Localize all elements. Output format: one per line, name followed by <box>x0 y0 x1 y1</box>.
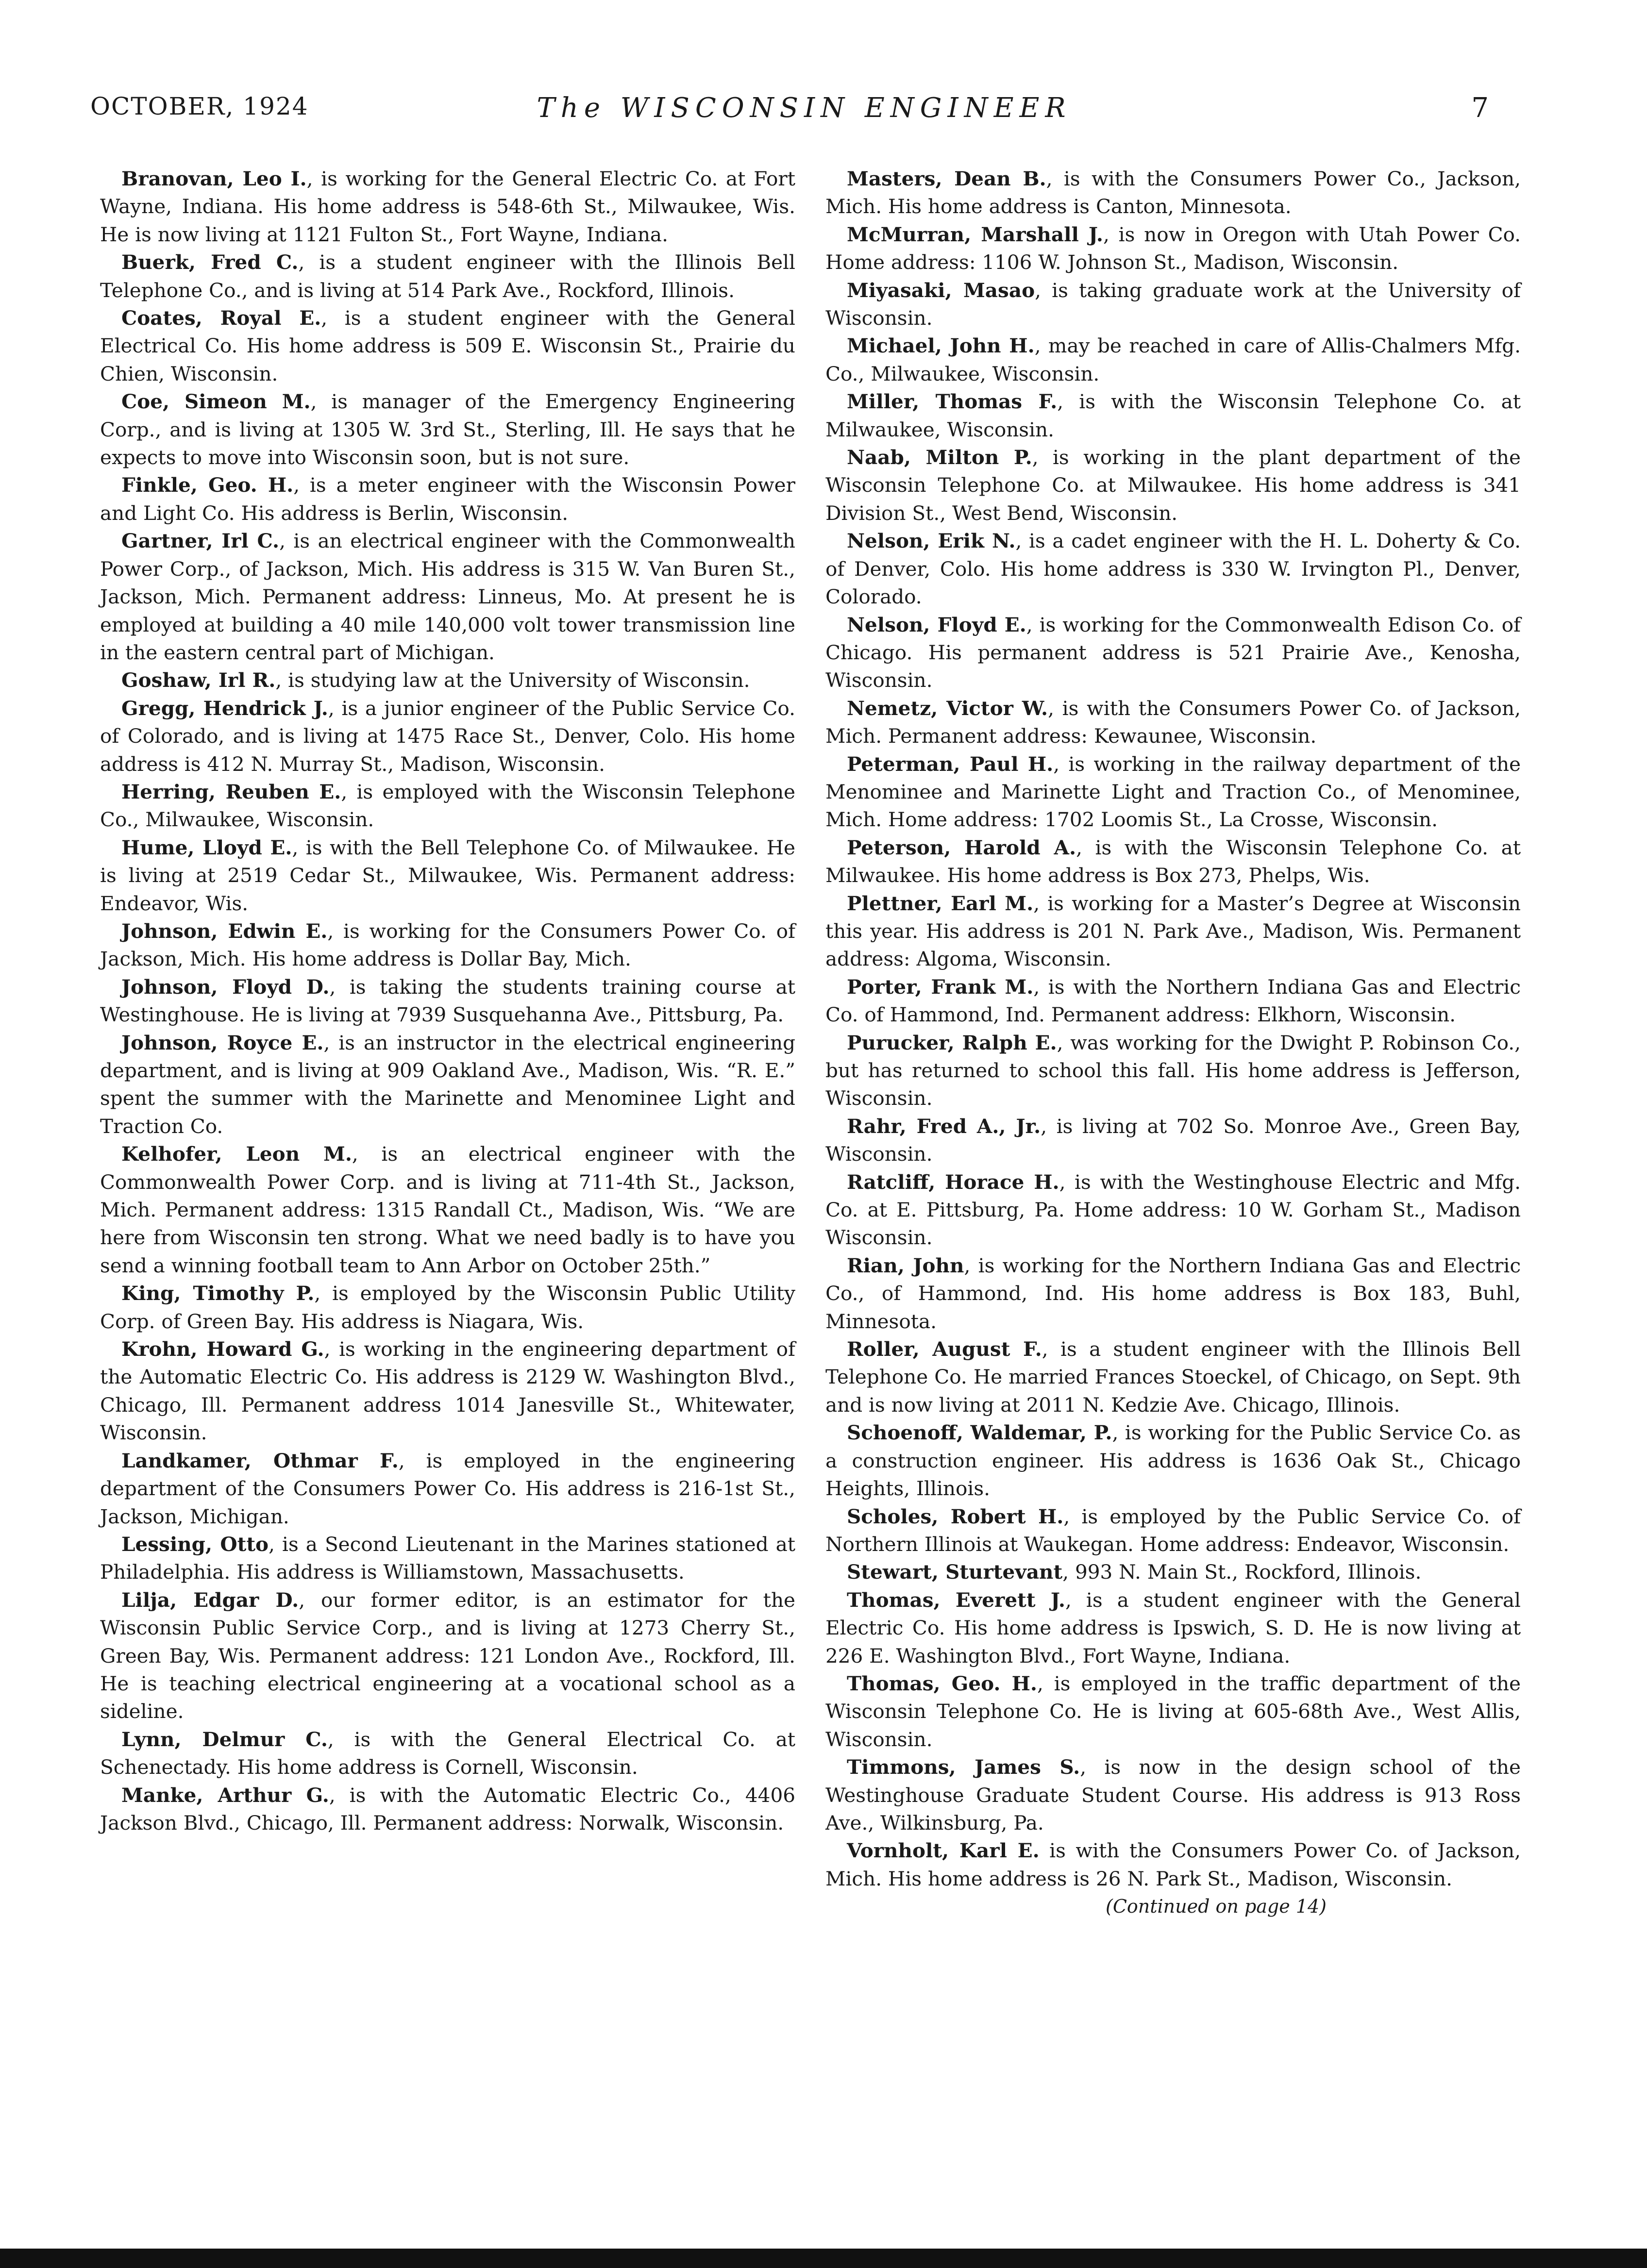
alumni-note: is with the Consumers Power Co. of Jackson, Mich. His home address is 26 N. Park St., Madison, Wisconsin. <box>825 1839 1521 1890</box>
alumni-name: Porter, Frank M. <box>847 975 1034 999</box>
alumni-name: Purucker, Ralph E. <box>847 1031 1057 1054</box>
alumni-entry <box>825 834 1521 890</box>
alumni-note: , is a student engineer with the General Electric Co. His home address is Ipswich, S. D. He is now living at 226 E. Washington Blvd., Fort Wayne, Indiana. <box>825 1588 1521 1668</box>
alumni-name: Goshaw, Irl R. <box>121 668 276 692</box>
alumni-name: Rian, John <box>847 1253 964 1277</box>
alumni-name: Ratcliff, Horace H. <box>847 1170 1059 1194</box>
alumni-name: Masters, Dean B. <box>847 167 1046 190</box>
alumni-note: , is a student engineer with the General Electrical Co. His home address is 509 E. Wisconsin St., Prairie du Chien, Wisconsin. <box>100 306 795 385</box>
alumni-note: , is with the Wisconsin Telephone Co. at Milwaukee, Wisconsin. <box>825 390 1521 441</box>
page-number: 7 <box>1471 92 1489 124</box>
alumni-note: , is taking the students training course at Westinghouse. He is living at 7939 Susquehanna Ave., Pittsburg, Pa. <box>100 975 795 1027</box>
alumni-name: Nelson, Floyd E. <box>847 613 1026 636</box>
alumni-name: Finkle, Geo. H. <box>121 473 294 497</box>
alumni-entry <box>100 917 795 973</box>
alumni-entry <box>825 973 1521 1029</box>
alumni-entry <box>100 1531 795 1586</box>
alumni-entry <box>100 1140 795 1280</box>
alumni-note: , may be reached in care of Allis-Chalmers Mfg. Co., Milwaukee, Wisconsin. <box>825 334 1521 385</box>
alumni-name: Buerk, Fred C. <box>121 250 299 274</box>
alumni-name: Michael, John H. <box>847 334 1035 358</box>
alumni-note: , is now in the design school of the Westinghouse Graduate Student Course. His address is 913 Ross Ave., Wilkinsburg, Pa. <box>825 1755 1521 1834</box>
running-header <box>90 92 1489 136</box>
alumni-name: Rahr, Fred A., Jr. <box>847 1114 1041 1138</box>
alumni-name: Vornholt, Karl E. <box>847 1839 1040 1863</box>
alumni-entry <box>100 527 795 667</box>
alumni-note: , is employed in the engineering department of the Consumers Power Co. His address is 216-1st St., Jackson, Michigan. <box>100 1449 795 1528</box>
alumni-entry <box>100 1726 795 1782</box>
alumni-name: King, Timothy P. <box>121 1282 315 1305</box>
alumni-note: , is with the Automatic Electric Co., 4406 Jackson Blvd., Chicago, Ill. Permanent address: Norwalk, Wisconsin. <box>100 1783 795 1834</box>
alumni-entry <box>100 1280 795 1335</box>
alumni-entry <box>825 1837 1521 1893</box>
alumni-name: Manke, Arthur G. <box>121 1783 329 1807</box>
alumni-entry <box>825 1419 1521 1502</box>
alumni-note: , is working for the General Electric Co. at Fort Wayne, Indiana. His home address is 548-6th St., Milwaukee, Wis. He is now living at 1121 Fulton St., Fort Wayne, Indiana. <box>100 167 795 246</box>
alumni-entry <box>825 695 1521 750</box>
alumni-entry <box>825 165 1521 221</box>
alumni-name: Johnson, Royce E. <box>121 1031 324 1054</box>
left-column <box>100 165 795 1837</box>
alumni-name: Thomas, Everett J. <box>847 1588 1065 1612</box>
alumni-entry <box>100 249 795 304</box>
alumni-name: Gregg, Hendrick J. <box>121 696 328 720</box>
alumni-name: Naab, Milton P. <box>847 446 1032 469</box>
alumni-entry <box>100 165 795 249</box>
alumni-note: , is working for the Northern Indiana Gas and Electric Co., of Hammond, Ind. His home address is Box 183, Buhl, Minnesota. <box>825 1253 1521 1333</box>
alumni-note: , is working for the Public Service Co. as a construction engineer. His address is 1636 Oak St., Chicago Heights, Illinois. <box>825 1421 1521 1501</box>
alumni-note: , is working for the Commonwealth Edison Co. of Chicago. His permanent address is 521 Prairie Ave., Kenosha, Wisconsin. <box>825 613 1521 692</box>
alumni-note: , is working in the plant department of the Wisconsin Telephone Co. at Milwaukee. His home address is 341 Division St., West Bend, Wisconsin. <box>825 446 1521 525</box>
alumni-name: Roller, August F. <box>847 1337 1042 1361</box>
alumni-name: Miller, Thomas F. <box>847 390 1058 414</box>
alumni-entry <box>825 1670 1521 1753</box>
alumni-entry <box>825 890 1521 973</box>
alumni-name: Nemetz, Victor W. <box>847 696 1048 720</box>
alumni-name: Scholes, Robert H. <box>847 1504 1064 1528</box>
alumni-entry <box>825 1503 1521 1559</box>
alumni-name: Johnson, Edwin E. <box>121 919 328 943</box>
alumni-name: Krohn, Howard G. <box>121 1337 324 1361</box>
alumni-note: , is an electrical engineer with the Commonwealth Power Corp., of Jackson, Mich. His address is 315 W. Van Buren St., Jackson, Mich. Permanent address: Linneus, Mo. At present he is employed at building a 40 mile 140,000 volt tower transmission line in the eastern central part of Michigan. <box>100 529 795 664</box>
alumni-name: Coe, Simeon M. <box>121 390 311 414</box>
alumni-entry <box>100 1029 795 1141</box>
alumni-name: Hume, Lloyd E. <box>121 835 292 859</box>
alumni-name: Plettner, Earl M. <box>847 891 1034 915</box>
alumni-entry <box>825 1029 1521 1113</box>
alumni-entry <box>100 973 795 1029</box>
alumni-note: , is with the Bell Telephone Co. of Milwaukee. He is living at 2519 Cedar St., Milwaukee, Wis. Permanent address: Endeavor, Wis. <box>100 835 795 915</box>
alumni-entry <box>825 444 1521 527</box>
alumni-note: , is with the Consumers Power Co. of Jackson, Mich. Permanent address: Kewaunee, Wisconsin. <box>825 696 1521 748</box>
alumni-entry <box>100 778 795 834</box>
alumni-name: Lynn, Delmur C. <box>121 1727 328 1751</box>
alumni-entry <box>100 471 795 527</box>
alumni-name: Coates, Royal E. <box>121 306 321 330</box>
alumni-entry <box>825 527 1521 611</box>
alumni-name: Johnson, Floyd D. <box>121 975 330 999</box>
alumni-note: , is manager of the Emergency Engineering Corp., and is living at 1305 W. 3rd St., Sterling, Ill. He says that he expects to move into Wisconsin soon, but is not sure. <box>100 390 795 469</box>
alumni-name: Lessing, Otto <box>121 1532 269 1556</box>
alumni-entry <box>100 1782 795 1837</box>
alumni-note: , is employed with the Wisconsin Telephone Co., Milwaukee, Wisconsin. <box>100 780 796 832</box>
alumni-note: , is a junior engineer of the Public Service Co. of Colorado, and is living at 1475 Race St., Denver, Colo. His home address is 412 N. Murray St., Madison, Wisconsin. <box>100 696 795 776</box>
alumni-name: McMurran, Marshall J. <box>847 222 1104 246</box>
alumni-note: , was working for the Dwight P. Robinson Co., but has returned to school this fall. His home address is Jefferson, Wisconsin. <box>825 1031 1521 1110</box>
alumni-note: , is a meter engineer with the Wisconsin Power and Light Co. His address is Berlin, Wisconsin. <box>100 473 795 525</box>
alumni-name: Stewart, Sturtevant <box>847 1560 1063 1584</box>
alumni-note: , is working for the Consumers Power Co. of Jackson, Mich. His home address is Dollar Bay, Mich. <box>100 919 795 971</box>
alumni-note: , is with the Westinghouse Electric and Mfg. Co. at E. Pittsburg, Pa. Home address: 10 W. Gorham St., Madison Wisconsin. <box>825 1170 1521 1250</box>
alumni-name: Lilja, Edgar D. <box>121 1588 299 1612</box>
alumni-entry <box>825 388 1521 444</box>
alumni-note: , is a cadet engineer with the H. L. Doherty & Co. of Denver, Colo. His home address is 330 W. Irvington Pl., Denver, Colorado. <box>825 529 1521 609</box>
alumni-entry <box>825 221 1521 277</box>
alumni-entry <box>825 332 1521 388</box>
alumni-entry <box>825 1252 1521 1335</box>
issue-date: OCTOBER, 1924 <box>90 92 309 120</box>
alumni-name: Miyasaki, Masao <box>847 278 1035 302</box>
alumni-name: Timmons, James S. <box>847 1755 1080 1779</box>
alumni-entry <box>100 695 795 778</box>
alumni-entry <box>100 667 795 694</box>
alumni-note: , is taking graduate work at the University of Wisconsin. <box>825 278 1521 330</box>
alumni-note: , is now in Oregon with Utah Power Co. Home address: 1106 W. Johnson St., Madison, Wisconsin. <box>825 222 1521 274</box>
alumni-entry <box>100 834 795 917</box>
alumni-note: , is a Second Lieutenant in the Marines stationed at Philadelphia. His address is Williamstown, Massachusetts. <box>100 1532 796 1584</box>
alumni-note: , is with the Wisconsin Telephone Co. at Milwaukee. His home address is Box 273, Phelps, Wis. <box>825 835 1521 887</box>
alumni-entry <box>100 304 795 388</box>
alumni-entry <box>100 1447 795 1531</box>
alumni-note: , is studying law at the University of Wisconsin. <box>275 668 750 692</box>
continued-note: (Continued on page 14) <box>1106 1896 1327 1918</box>
alumni-entry <box>825 1335 1521 1419</box>
alumni-note: , is working in the railway department of the Menominee and Marinette Light and Traction Co., of Menominee, Mich. Home address: 1702 Loomis St., La Crosse, Wisconsin. <box>825 752 1521 832</box>
alumni-name: Branovan, Leo I. <box>121 167 307 190</box>
alumni-entry <box>825 1586 1521 1670</box>
alumni-entry <box>825 1168 1521 1252</box>
alumni-entry <box>825 750 1521 834</box>
alumni-entry <box>825 611 1521 695</box>
alumni-entry <box>100 1586 795 1726</box>
alumni-name: Peterson, Harold A. <box>847 835 1076 859</box>
alumni-entry <box>825 1113 1521 1168</box>
alumni-entry <box>100 388 795 471</box>
alumni-entry <box>825 1753 1521 1837</box>
alumni-note: , is working in the engineering department of the Automatic Electric Co. His address is 2129 W. Washington Blvd., Chicago, Ill. Permanent address 1014 Janesville St., Whitewater, Wisconsin. <box>100 1337 795 1445</box>
alumni-name: Kelhofer, Leon M. <box>121 1142 352 1166</box>
alumni-entry <box>825 277 1521 333</box>
alumni-note: , is with the Consumers Power Co., Jackson, Mich. His home address is Canton, Minnesota. <box>825 167 1521 218</box>
alumni-note: , is working for a Master’s Degree at Wisconsin this year. His address is 201 N. Park Ave., Madison, Wis. Permanent address: Algoma, Wisconsin. <box>825 891 1521 971</box>
alumni-name: Schoenoff, Waldemar, P. <box>847 1421 1112 1445</box>
alumni-note: , is employed by the Public Service Co. of Northern Illinois at Waukegan. Home address: Endeavor, Wisconsin. <box>825 1504 1521 1556</box>
alumni-note: , is employed in the traffic department of the Wisconsin Telephone Co. He is living at 605-68th Ave., West Allis, Wisconsin. <box>825 1671 1521 1751</box>
alumni-note: , is a student engineer with the Illinois Bell Telephone Co., and is living at 514 Park Ave., Rockford, Illinois. <box>100 250 796 302</box>
journal-title: The WISCONSIN ENGINEER <box>537 92 1072 124</box>
bottom-scan-edge <box>0 2249 1647 2268</box>
alumni-name: Gartner, Irl C. <box>121 529 280 553</box>
alumni-name: Landkamer, Othmar F. <box>121 1449 399 1472</box>
alumni-note: , is living at 702 So. Monroe Ave., Green Bay, Wisconsin. <box>825 1114 1521 1166</box>
alumni-name: Nelson, Erik N. <box>847 529 1016 553</box>
alumni-entry <box>100 1335 795 1447</box>
alumni-note: , is employed by the Wisconsin Public Utility Corp. of Green Bay. His address is Niagara, Wis. <box>100 1282 795 1333</box>
alumni-name: Herring, Reuben E. <box>121 780 341 803</box>
alumni-name: Peterman, Paul H. <box>847 752 1054 776</box>
alumni-note: , is with the Northern Indiana Gas and Electric Co. of Hammond, Ind. Permanent address: Elkhorn, Wisconsin. <box>825 975 1521 1027</box>
alumni-note: , is a student engineer with the Illinois Bell Telephone Co. He married Frances Stoeckel, of Chicago, on Sept. 9th and is now living at 2011 N. Kedzie Ave. Chicago, Illinois. <box>825 1337 1521 1417</box>
alumni-note: , is an electrical engineer with the Commonwealth Power Corp. and is living at 711-4th St., Jackson, Mich. Permanent address: 1315 Randall Ct., Madison, Wis. “We are here from Wisconsin ten strong. What we need badly is to have you send a winning football team to Ann Arbor on October 25th.” <box>100 1142 795 1277</box>
alumni-name: Thomas, Geo. H. <box>847 1671 1038 1695</box>
alumni-entry <box>825 1558 1521 1586</box>
alumni-note: , is an instructor in the electrical engineering department, and is living at 909 Oakland Ave., Madison, Wis. “R. E.” spent the summer with the Marinette and Menominee Light and Traction Co. <box>100 1031 795 1138</box>
alumni-note: , 993 N. Main St., Rockford, Illinois. <box>1062 1560 1422 1584</box>
right-column <box>825 165 1521 1921</box>
alumni-note: , is with the General Electrical Co. at Schenectady. His home address is Cornell, Wisconsin. <box>100 1727 795 1779</box>
alumni-note: , our former editor, is an estimator for the Wisconsin Public Service Corp., and is living at 1273 Cherry St., Green Bay, Wis. Permanent address: 121 London Ave., Rockford, Ill. He is teaching electrical engineering at a vocational school as a sideline. <box>100 1588 795 1723</box>
